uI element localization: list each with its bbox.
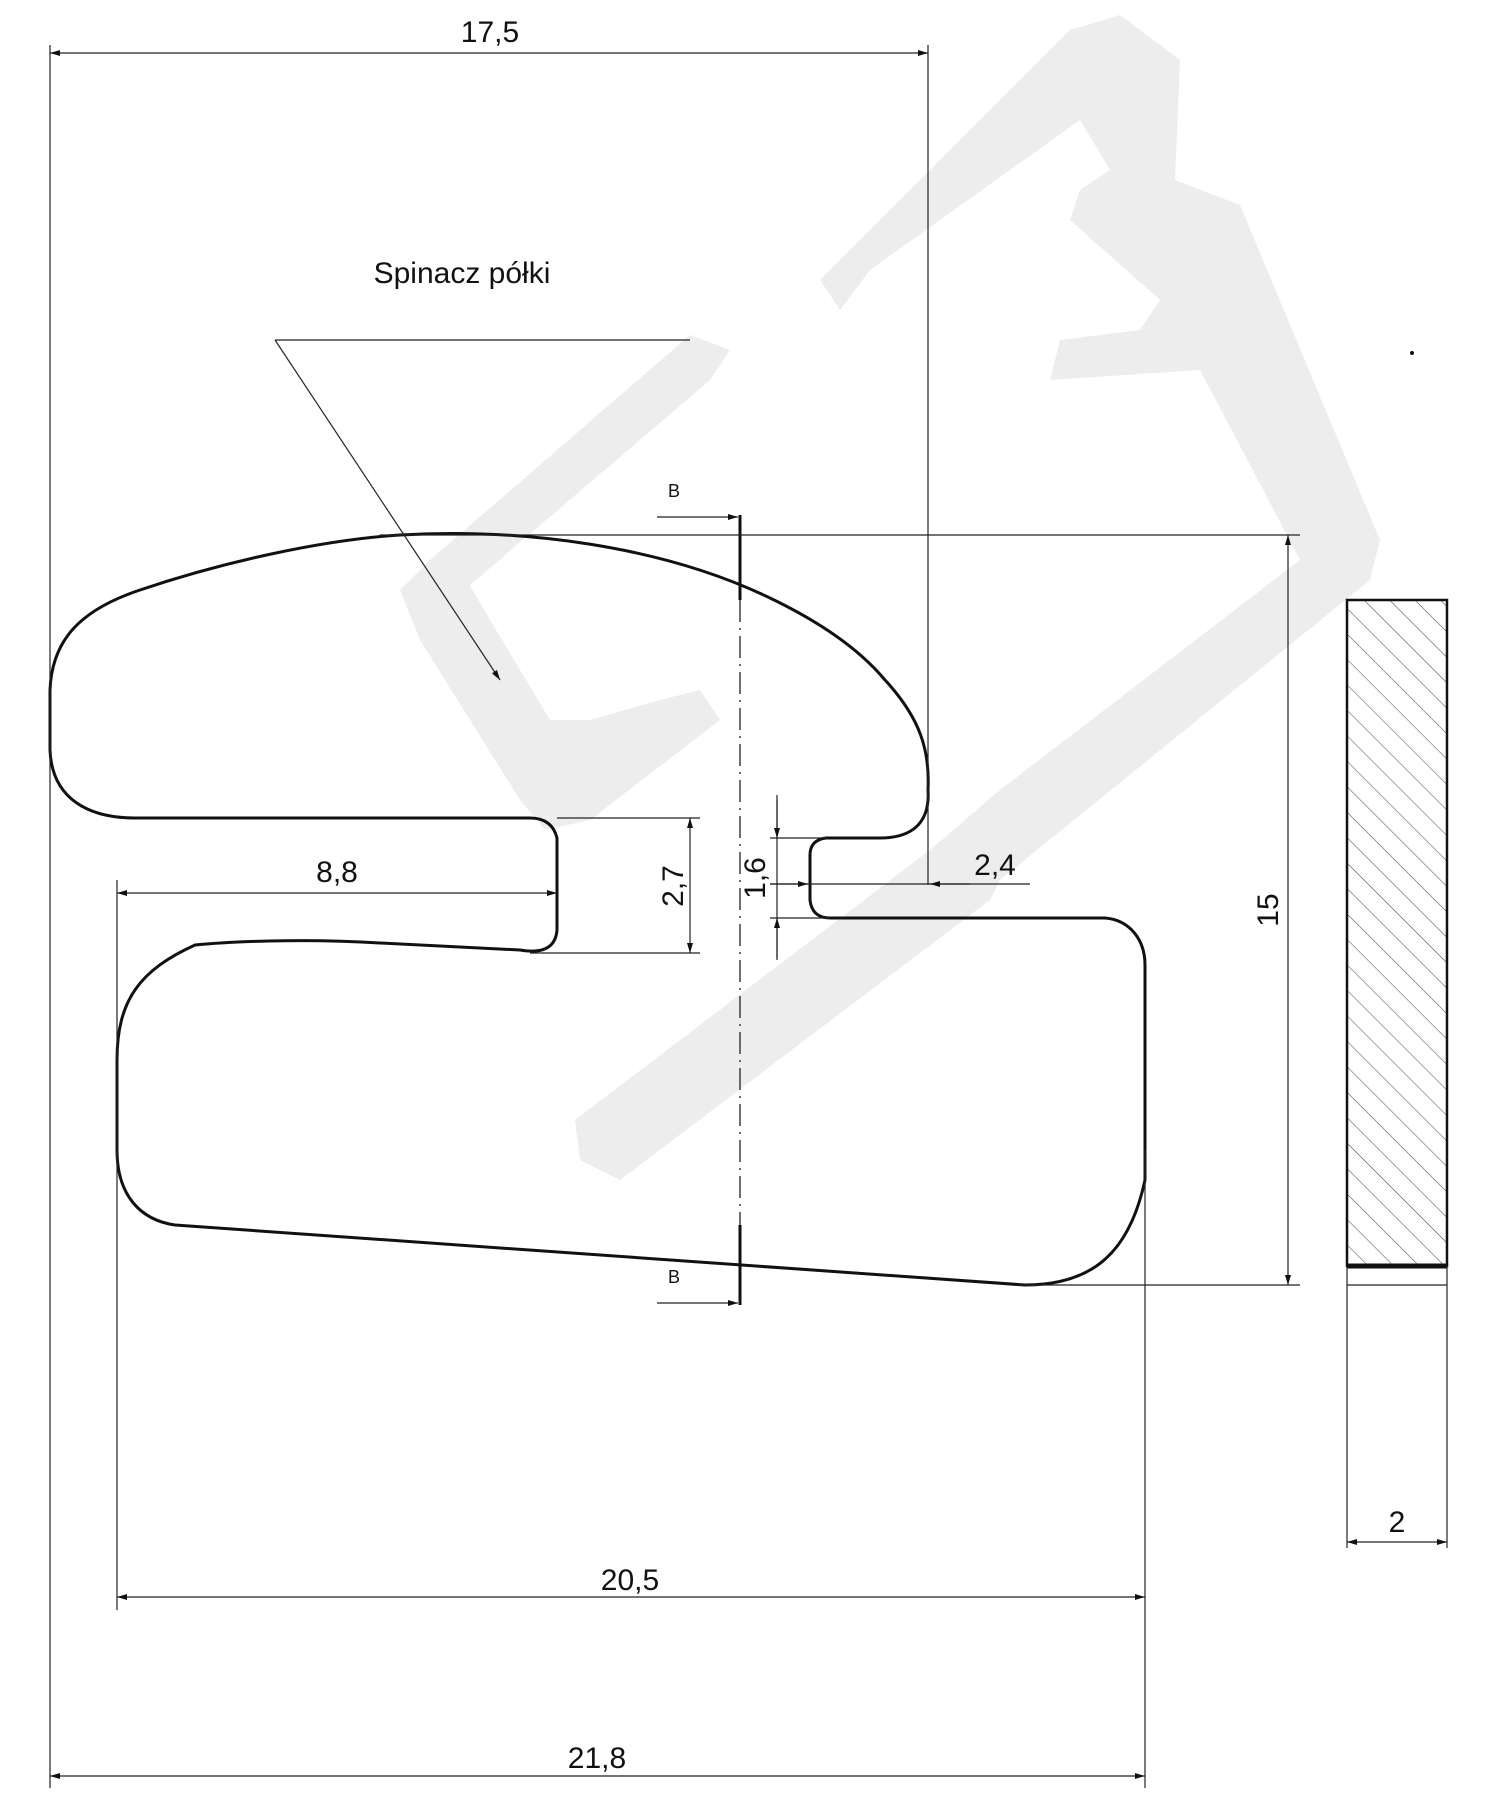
dimension-20-5: 20,5 [600, 1564, 660, 1597]
section-marker-top: B [667, 481, 681, 501]
dimension-1-6: 1,6 [739, 857, 772, 899]
dimension-2-4: 2,4 [974, 849, 1016, 882]
section-marker-bottom: B [667, 1267, 681, 1287]
dimension-15: 15 [1252, 893, 1285, 927]
dimension-8-8: 8,8 [316, 856, 358, 889]
stray-dot [1410, 351, 1414, 355]
dimension-2-7: 2,7 [657, 865, 690, 907]
dimension-17-5: 17,5 [460, 16, 520, 49]
part-outline [50, 534, 1145, 1285]
leader-line-arrow [275, 340, 500, 680]
part-title: Spinacz półki [373, 257, 551, 290]
watermark-logo [400, 15, 1380, 1180]
dimension-2: 2 [1388, 1506, 1406, 1539]
dimension-21-8: 21,8 [567, 1742, 627, 1775]
section-view [1347, 600, 1447, 1266]
